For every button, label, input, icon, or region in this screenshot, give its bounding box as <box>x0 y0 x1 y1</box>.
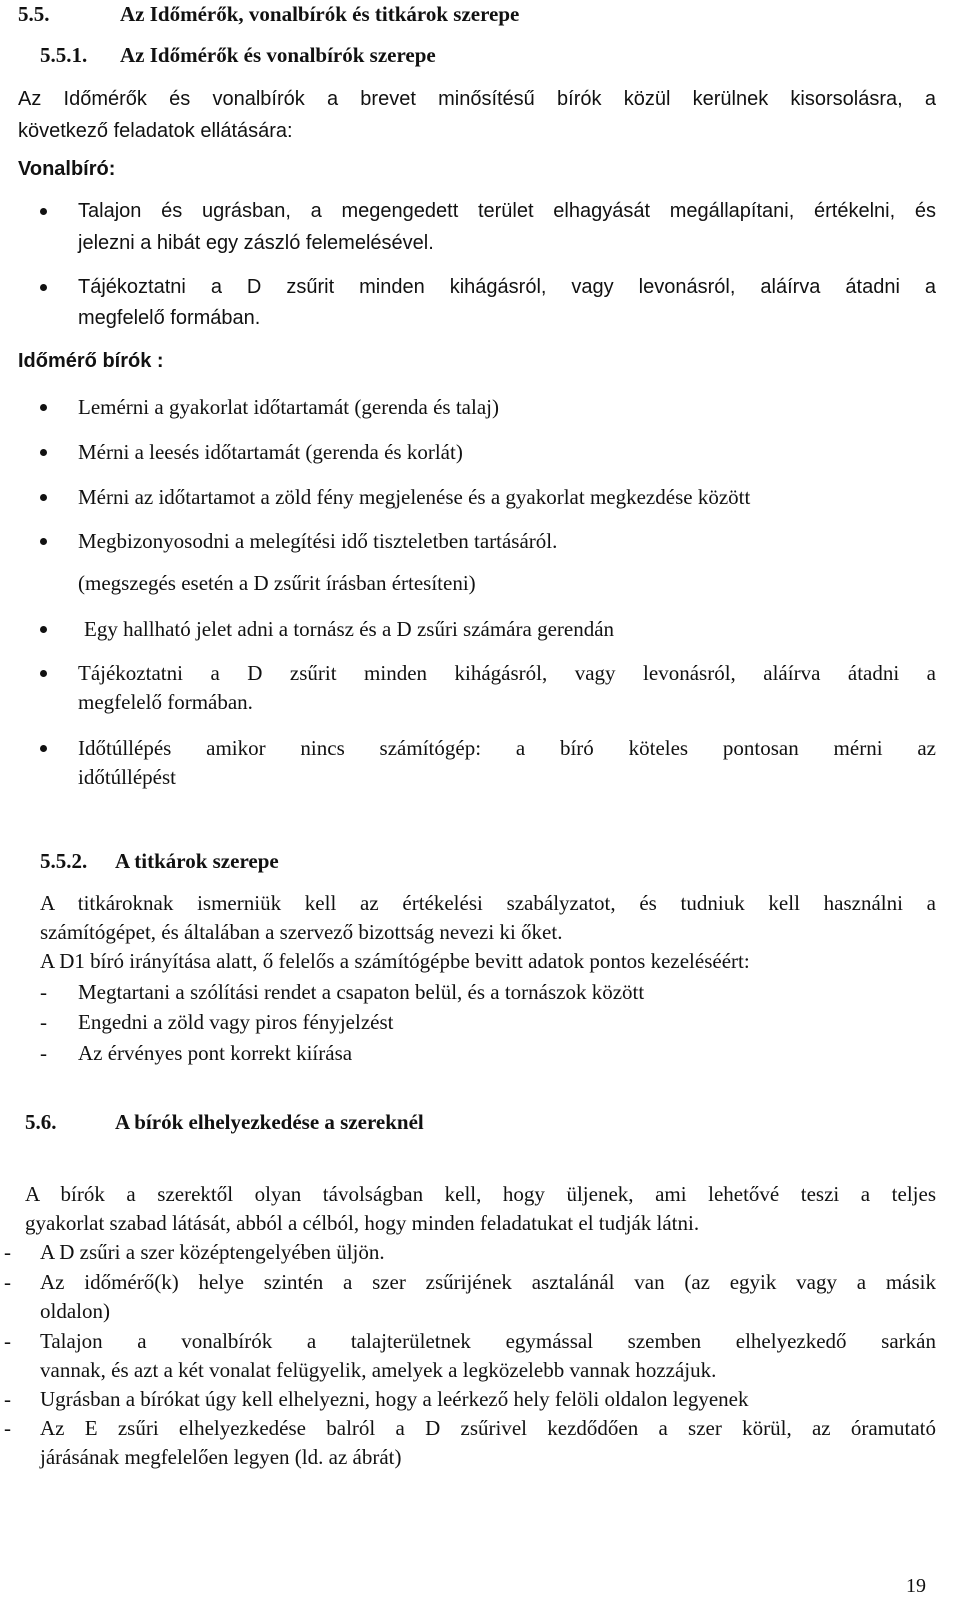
s552-para-line-1: A titkároknak ismerniük kell az értékelési szabályzatot, és tudniuk kell használni a <box>40 891 936 915</box>
idomero-item-1: Lemérni a gyakorlat időtartamát (gerenda és talaj) <box>78 395 499 419</box>
section-5-5-1-number: 5.5.1. <box>40 43 88 67</box>
bullet-icon <box>40 670 47 677</box>
section-5-5-number: 5.5. <box>18 2 50 26</box>
section-5-5-1-title: Az Időmérők és vonalbírók szerepe <box>120 43 436 67</box>
s56-item-2-line-1: Az időmérő(k) helye szintén a szer zsűrijének asztalánál van (az egyik vagy a másik <box>40 1270 936 1294</box>
section-5-5-2-title: A titkárok szerepe <box>115 849 279 873</box>
idomero-item-7-line-2: időtúllépést <box>78 765 176 789</box>
document-page: 5.5. Az Időmérők, vonalbírók és titkárok szerepe 5.5.1. Az Időmérők és vonalbírók szerepe Az Időmérők és vonalbírók a brevet minősítésű bírók közül kerülnek kisorsolásra, a következő feladatok ellátására: Vonalbíró: Talajon és ugrásban, a megengedett terület elhagyását megállapítani, értékelni, és jelezni a hibát egy zászló felemelésével. Tájékoztatni a D zsűrit minden kihágásról, vagy levonásról, aláírva átadni a megfelelő formában. Időmérő bírók : Lemérni a gyakorlat időtartamát (gerenda és talaj) Mérni a leesés időtartamát (gerenda és korlát) Mérni az időtartamot a zöld fény megjelenése és a gyakorlat megkezdése között Megbizonyosodni a melegítési idő tiszteletben tartásáról. (megszegés esetén a D zsűrit írásban értesíteni) Egy hallható jelet adni a tornász és a D zsűri számára gerendán Tájékoztatni a D zsűrit minden kihágásról, vagy levonásról, aláírva átadni a megfelelő formában. Időtúllépés amikor nincs számítógép: a bíró köteles pontosan mérni az időtúllépést 5.5.2. A titkárok szerepe A titkároknak ismerniük kell az értékelési szabályzatot, és tudniuk kell használni a számítógépet, és általában a szervező bizottság nevezi ki őket. A D1 bíró irányítása alatt, ő felelős a számítógépbe bevitt adatok pontos kezeléséért: - Megtartani a szólítási rendet a csapaton belül, és a tornászok között - Engedni a zöld vagy piros fényjelzést - Az érvényes pont korrekt kiírása 5.6. A bírók elhelyezkedése a szereknél A bírók a szerektől olyan távolságban kell, hogy üljenek, ami lehetővé teszi a teljes gyakorlat szabad látását, abból a célból, hogy minden feladatukat el tudják látni. - A D zsűri a szer középtengelyében üljön. - Az időmérő(k) helye szintén a szer zsűrijének asztalánál van (az egyik vagy a másik oldalon) - Talajon a vonalbírók a talajterületnek egymással szemben elhelyezkedő sarkán vannak, és azt a két vonalat felügyelik, amelyek a legközelebb vannak hozzájuk. - Ugrásban a bírókat úgy kell elhelyezni, hogy a leérkező hely felöli oldalon legyenek - Az E zsűri elhelyezkedése balról a D zsűrivel kezdődően a szer körül, az óramutató járásának megfelelően legyen (ld. az ábrát) 19 <box>4 2 936 1597</box>
page-number: 19 <box>906 1575 926 1597</box>
s56-item-3-line-2: vannak, és azt a két vonalat felügyelik, amelyek a legközelebb vannak hozzájuk. <box>40 1358 717 1382</box>
section-5-6-number: 5.6. <box>25 1110 57 1134</box>
vonalbiro-item-1-line-1: Talajon és ugrásban, a megengedett terület elhagyását megállapítani, értékelni, és <box>78 200 936 222</box>
intro-line-1: Az Időmérők és vonalbírók a brevet minősítésű bírók közül kerülnek kisorsolásra, a <box>18 88 936 110</box>
vonalbiro-item-1-line-2: jelezni a hibát egy zászló felemelésével. <box>78 232 434 254</box>
vonalbiro-item-2-line-2: megfelelő formában. <box>78 307 261 329</box>
s552-item-2: Engedni a zöld vagy piros fényjelzést <box>78 1010 394 1034</box>
idomero-item-7-line-1: Időtúllépés amikor nincs számítógép: a bíró köteles pontosan mérni az <box>78 736 936 760</box>
s552-item-1: Megtartani a szólítási rendet a csapaton belül, és a tornászok között <box>78 980 645 1004</box>
idomero-item-6-line-1: Tájékoztatni a D zsűrit minden kihágásról, vagy levonásról, aláírva átadni a <box>78 661 936 685</box>
bullet-icon <box>40 538 47 545</box>
s552-para2: A D1 bíró irányítása alatt, ő felelős a számítógépbe bevitt adatok pontos kezeléséért: <box>40 949 750 973</box>
idomero-item-4: Megbizonyosodni a melegítési idő tiszteletben tartásáról. <box>78 529 558 553</box>
section-5-5-2-number: 5.5.2. <box>40 849 88 873</box>
vonalbiro-item-2-line-1: Tájékoztatni a D zsűrit minden kihágásról, vagy levonásról, aláírva átadni a <box>78 276 936 298</box>
bullet-icon <box>40 208 47 215</box>
bullet-icon <box>40 449 47 456</box>
intro-line-2: következő feladatok ellátására: <box>18 120 293 142</box>
idomero-heading: Időmérő bírók : <box>18 350 164 372</box>
s56-item-3-line-1: Talajon a vonalbírók a talajterületnek egymással szemben elhelyezkedő sarkán <box>40 1329 936 1353</box>
s56-para-line-2: gyakorlat szabad látását, abból a célból, hogy minden feladatukat el tudják látni. <box>25 1211 700 1235</box>
bullet-icon <box>40 404 47 411</box>
idomero-item-3: Mérni az időtartamot a zöld fény megjelenése és a gyakorlat megkezdése között <box>78 485 751 509</box>
s56-para-line-1: A bírók a szerektől olyan távolságban kell, hogy üljenek, ami lehetővé teszi a teljes <box>25 1182 936 1206</box>
idomero-item-6-line-2: megfelelő formában. <box>78 690 253 714</box>
s56-item-4: Ugrásban a bírókat úgy kell elhelyezni, hogy a leérkező hely felöli oldalon legyenek <box>40 1387 749 1411</box>
s552-item-3: Az érvényes pont korrekt kiírása <box>78 1041 353 1065</box>
s56-item-2-line-2: oldalon) <box>40 1299 110 1323</box>
idomero-item-5: Egy hallható jelet adni a tornász és a D zsűri számára gerendán <box>84 617 615 641</box>
s56-item-1: A D zsűri a szer középtengelyében üljön. <box>40 1240 385 1264</box>
s56-item-5-line-2: járásának megfelelően legyen (ld. az ábrát) <box>40 1445 402 1469</box>
section-5-6-title: A bírók elhelyezkedése a szereknél <box>115 1110 424 1134</box>
idomero-note: (megszegés esetén a D zsűrit írásban értesíteni) <box>78 571 476 595</box>
section-5-5-title: Az Időmérők, vonalbírók és titkárok szerepe <box>120 2 520 26</box>
s552-para-line-2: számítógépet, és általában a szervező bizottság nevezi ki őket. <box>40 920 563 944</box>
bullet-icon <box>40 284 47 291</box>
vonalbiro-heading: Vonalbíró: <box>18 158 116 180</box>
bullet-icon <box>40 626 47 633</box>
s56-item-5-line-1: Az E zsűri elhelyezkedése balról a D zsűrivel kezdődően a szer körül, az óramutató <box>40 1416 936 1440</box>
bullet-icon <box>40 494 47 501</box>
idomero-item-2: Mérni a leesés időtartamát (gerenda és korlát) <box>78 440 463 464</box>
bullet-icon <box>40 745 47 752</box>
